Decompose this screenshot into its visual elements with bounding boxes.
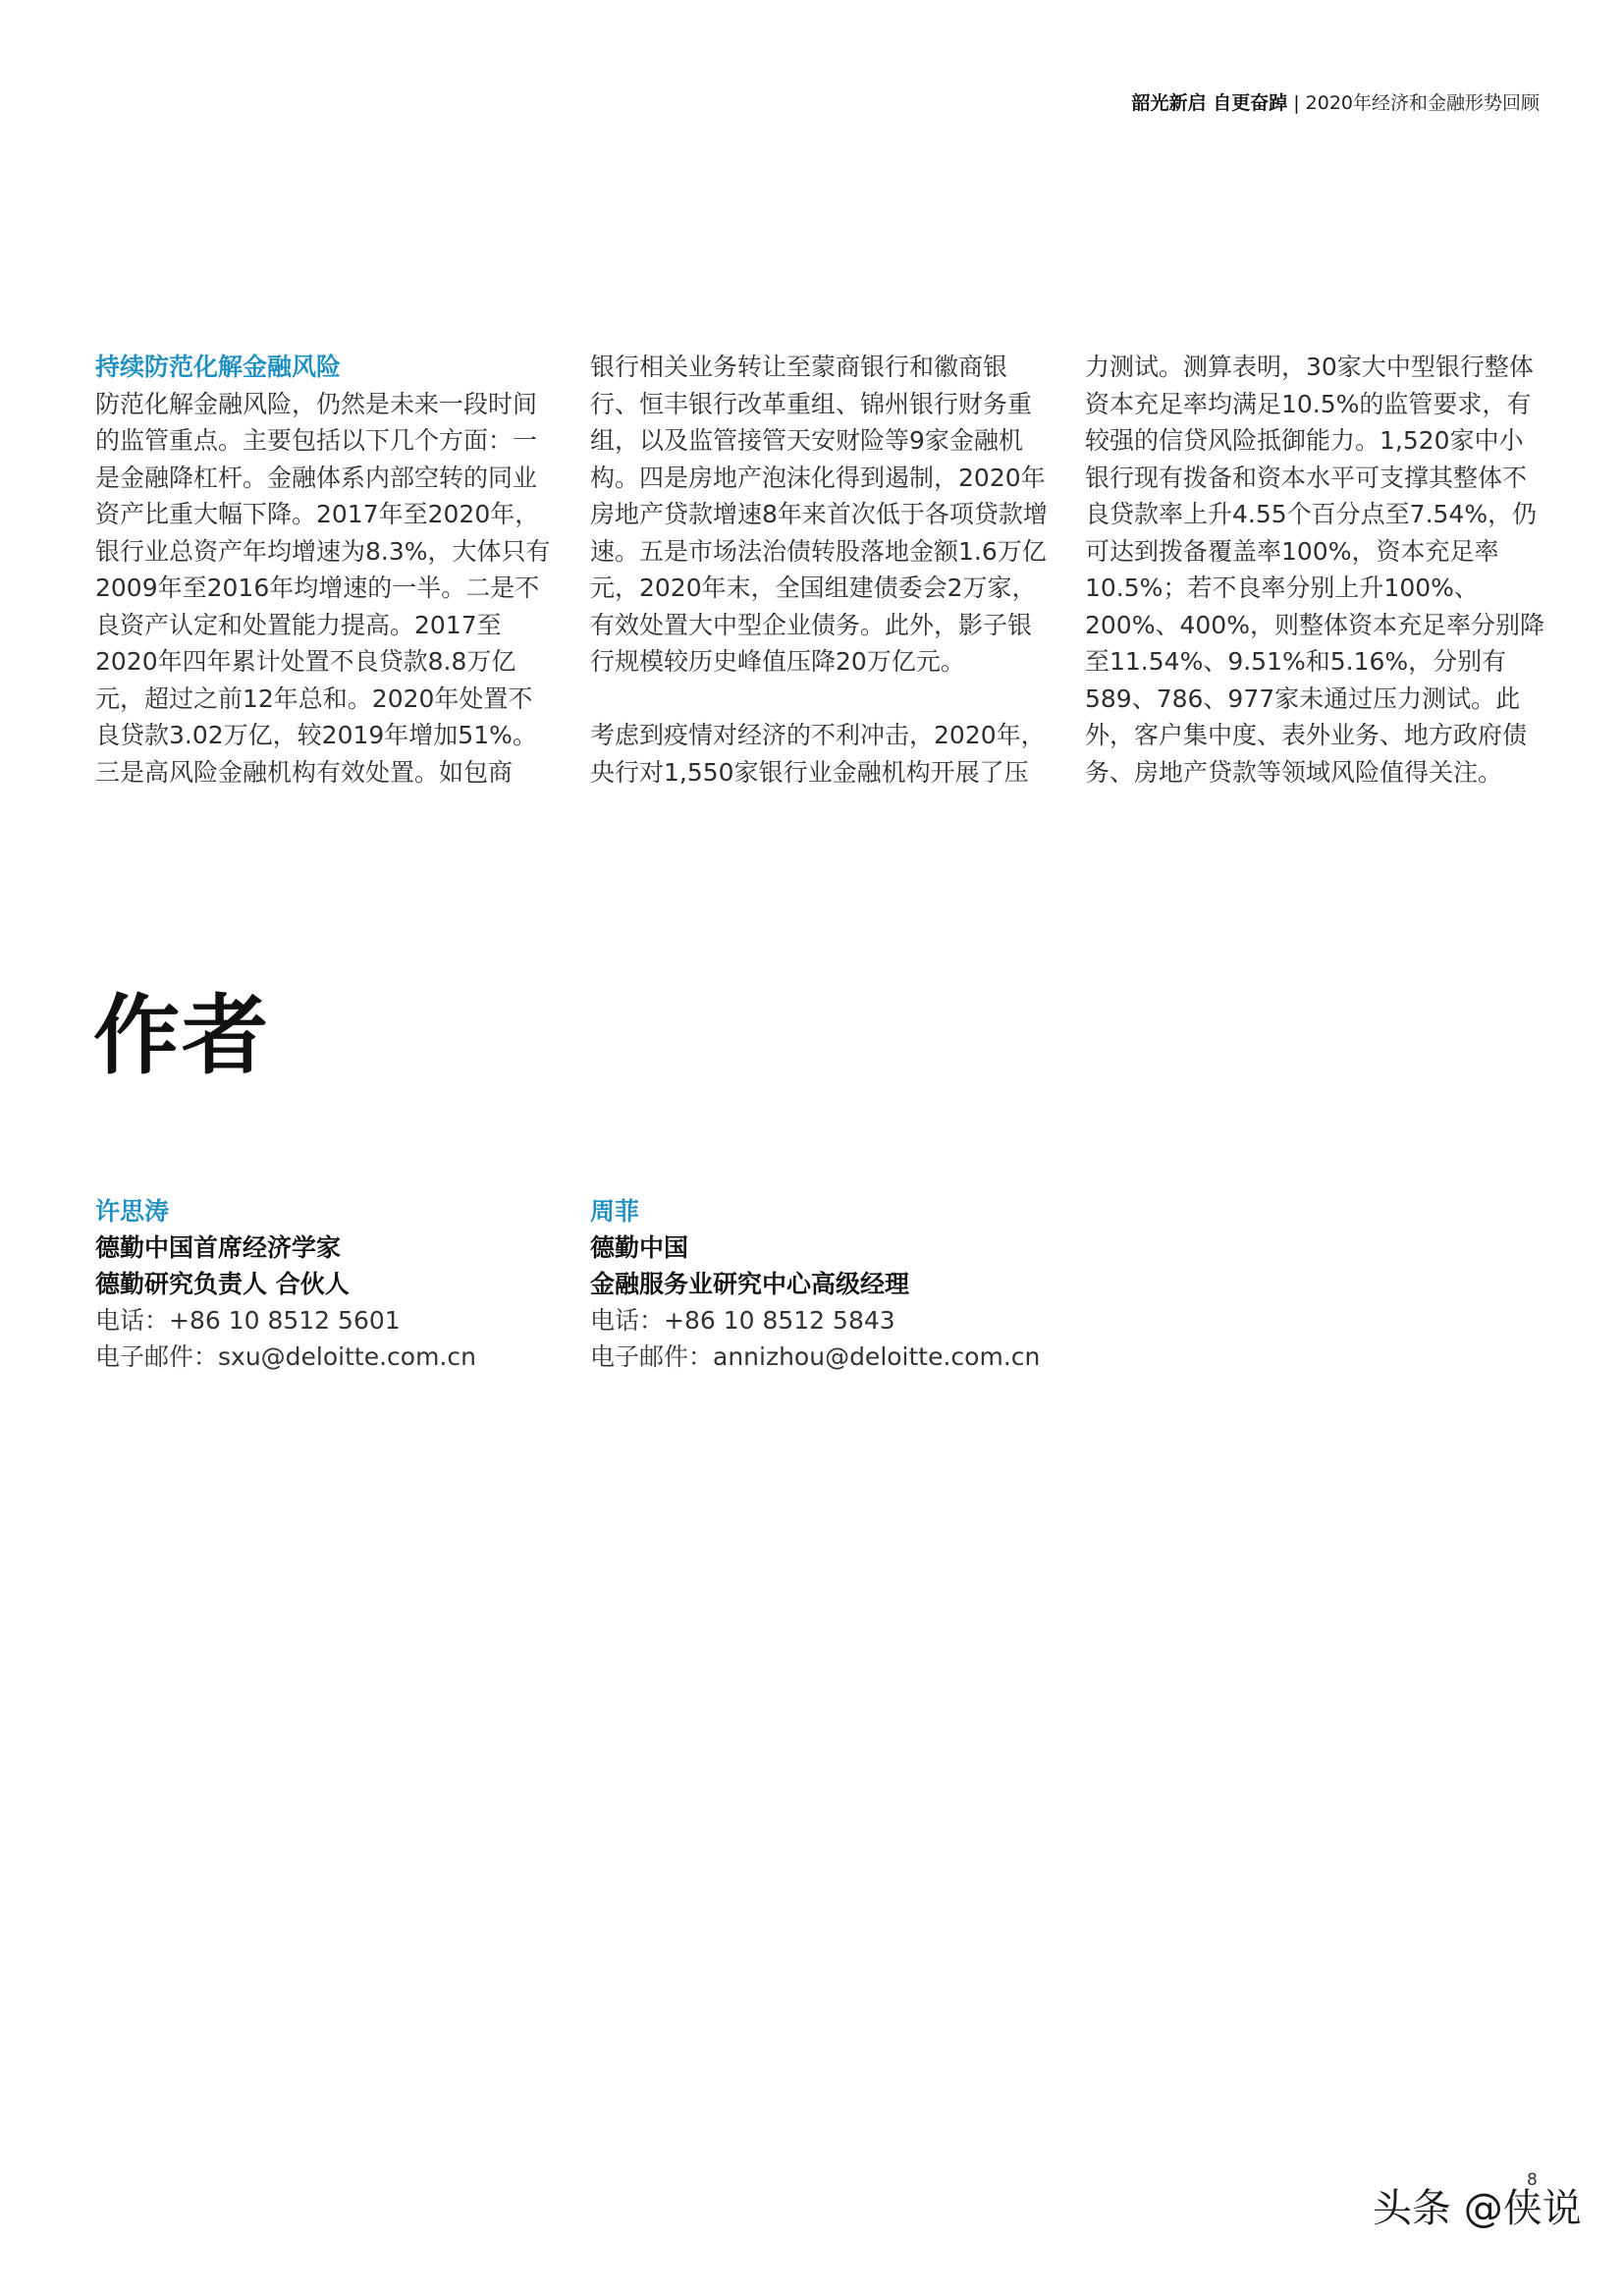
header-separator: | — [1293, 92, 1300, 114]
author-title: 德勤中国首席经济学家 — [95, 1233, 342, 1262]
text-column-3 — [1085, 349, 1546, 791]
author-card — [95, 1193, 567, 1375]
text-column-2 — [590, 349, 1052, 791]
author-title: 德勤中国 — [590, 1233, 689, 1262]
body-paragraph: 力测试。测算表明，30家大中型银行整体资本充足率均满足10.5%的监管要求，有较强的信贷风险抵御能力。1,520家中小银行现有拨备和资本水平可支撑其整体不良贷款率上升4.55个百分点至7.54%，仍可达到拨备覆盖率100%，资本充足率10.5%；若不良率分别上升100%、200%、400%，则整体资本充足率分别降至11.54%、9.51%和5.16%，分别有589、786、977家未通过压力测试。此外，客户集中度、表外业务、地方政府债务、房地产贷款等领域风险值得关注。 — [1085, 353, 1544, 787]
text-column-1 — [95, 349, 557, 791]
author-name: 许思涛 — [95, 1197, 170, 1226]
author-title: 德勤研究负责人 合伙人 — [95, 1270, 350, 1298]
author-name: 周菲 — [590, 1197, 640, 1226]
body-paragraph: 考虑到疫情对经济的不利冲击，2020年，央行对1,550家银行业金融机构开展了压 — [590, 721, 1046, 787]
section-heading: 持续防范化解金融风险 — [95, 353, 342, 381]
authors-heading: 作者 — [93, 985, 271, 1086]
author-email[interactable]: 电子邮件：annizhou@deloitte.com.cn — [590, 1342, 1041, 1371]
paragraph-gap — [590, 681, 1052, 718]
running-header — [1132, 90, 1540, 116]
author-title: 金融服务业研究中心高级经理 — [590, 1270, 910, 1298]
watermark: 头条 @侠说 — [1373, 2186, 1582, 2231]
page-number: 8 — [1527, 2170, 1538, 2190]
author-phone: 电话：+86 10 8512 5601 — [95, 1306, 401, 1335]
body-paragraph: 防范化解金融风险，仍然是未来一段时间的监管重点。主要包括以下几个方面：一是金融降杠杆。金融体系内部空转的同业资产比重大幅下降。2017年至2020年，银行业总资产年均增速为8.3%，大体只有2009年至2016年均增速的一半。二是不良资产认定和处置能力提高。2017至2020年四年累计处置不良贷款8.8万亿元，超过之前12年总和。2020年处置不良贷款3.02万亿，较2019年增加51%。三是高风险金融机构有效处置。如包商 — [95, 389, 551, 787]
author-phone: 电话：+86 10 8512 5843 — [590, 1306, 895, 1335]
author-email[interactable]: 电子邮件：sxu@deloitte.com.cn — [95, 1342, 476, 1371]
report-title: 韶光新启 自更奋踔 — [1131, 92, 1288, 114]
author-card — [590, 1193, 1061, 1375]
report-subtitle: 2020年经济和金融形势回顾 — [1305, 92, 1540, 114]
body-paragraph: 银行相关业务转让至蒙商银行和徽商银行、恒丰银行改革重组、锦州银行财务重组，以及监管接管天安财险等9家金融机构。四是房地产泡沫化得到遏制，2020年房地产贷款增速8年来首次低于各项贷款增速。五是市场法治债转股落地金额1.6万亿元，2020年末，全国组建债委会2万家，有效处置大中型企业债务。此外，影子银行规模较历史峰值压降20万亿元。 — [590, 353, 1048, 676]
